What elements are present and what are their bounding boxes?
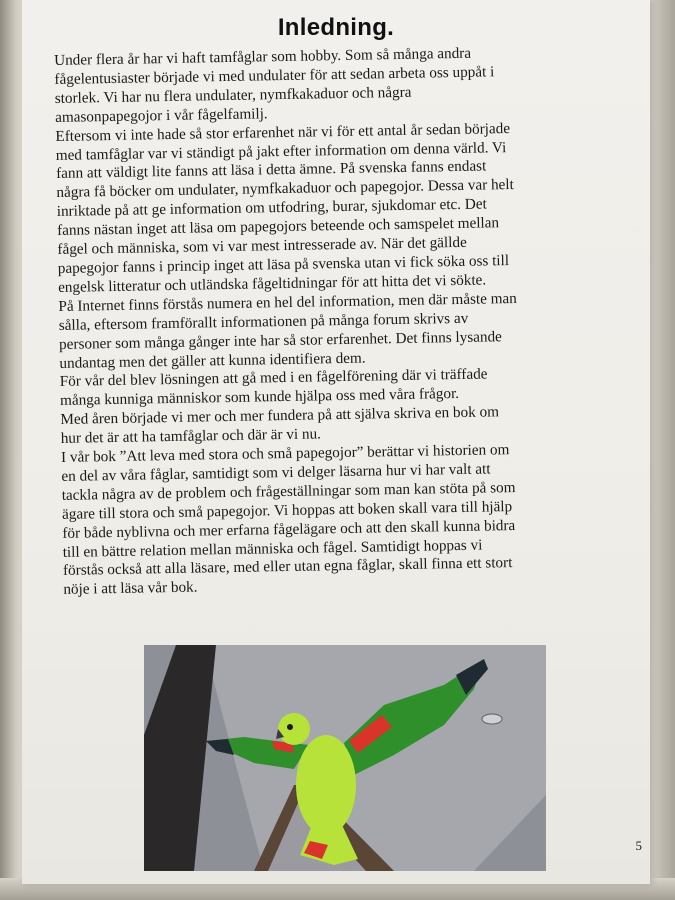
text-line: I vår bok ”Att leva med stora och små papegojor” berättar vi historien om — [60, 441, 510, 466]
text-line: fågel och människa, som vi var mest intresserade av. När det gällde — [57, 233, 467, 259]
text-line: för både nyblivna och mer erfarna fågelägare och att den skall kunna bidra — [62, 516, 516, 542]
text-line: nöje i att läsa vår bok. — [63, 578, 198, 599]
text-line: engelsk litteratur och utländska fågeltidningar för att hitta det vi sökte. — [57, 271, 487, 296]
text-line: med tamfåglar var vi ständigt på jakt efter information om denna värld. Vi — [55, 138, 507, 164]
text-line: För vår del blev lösningen att gå med i en fågelförening där vi träffade — [59, 365, 488, 391]
text-line: fågelentusiaster började vi med undulater för att sedan arbeta oss uppåt i — [54, 63, 495, 88]
text-line: storlek. Vi har nu flera undulater, nymfkakaduor och några — [54, 83, 412, 107]
parrot-body — [296, 735, 356, 835]
text-line: Eftersom vi inte hade så stor erfarenhet när vi för ett antal år sedan började — [55, 119, 511, 145]
text-line: Under flera år har vi haft tamfåglar som hobby. Som så många andra — [54, 44, 472, 69]
parrot-photo — [144, 645, 546, 871]
text-line: På Internet finns förstås numera en hel del information, men där måste man — [58, 289, 517, 315]
text-line: många kunniga människor som kunde hjälpa oss med våra frågor. — [59, 385, 460, 410]
text-line: förstås också att alla läsare, med eller utan egna fåglar, skall finna ett stort — [62, 554, 513, 580]
parrot-illustration — [144, 645, 546, 871]
text-line: personer som många gånger inte har så stor erfarenhet. Det finns lysande — [58, 327, 502, 353]
parrot-head — [278, 713, 310, 745]
text-line: hur det är att ha tamfåglar och där är vi nu. — [60, 425, 322, 448]
text-line: papegojor fanns i princip inget att läsa på svenska utan vi fick söka oss till — [57, 252, 510, 277]
text-line: ägare till stora och små papegojor. Vi hoppas att boken skall vara till hjälp — [61, 497, 513, 523]
text-line: en del av våra fåglar, samtidigt som vi delger läsarna hur vi har valt att — [61, 460, 491, 485]
text-line: fanns nästan inget att läsa om papegojors beteende och samspelet mellan — [56, 214, 500, 240]
text-line: sålla, eftersom framförallt informationen på många forum skrivs av — [58, 309, 469, 334]
text-line: några få böcker om undulater, nymfkakaduor och papegojor. Dessa var helt — [56, 176, 514, 202]
text-line: undantag men det gäller att kunna identifiera dem. — [59, 349, 366, 372]
text-line: amasonpapegojor i vår fågelfamilj. — [54, 105, 268, 126]
text-line: tackla några av de problem och frågeställningar som man kan stöta på som — [61, 478, 516, 504]
parrot-eye-icon — [287, 724, 293, 730]
book-page — [22, 0, 650, 884]
body-text — [54, 42, 643, 600]
page-title: Inledning. — [277, 14, 395, 41]
ceiling-light-icon — [482, 714, 502, 724]
page-number: 5 — [635, 838, 642, 853]
text-line: inriktade på att ge information om utfodring, burar, sjukdomar etc. Det — [56, 195, 487, 221]
text-line: till en bättre relation mellan människa och fågel. Samtidigt hoppas vi — [62, 536, 483, 561]
text-line: fann att väldigt lite fanns att läsa i detta ämne. På svenska fanns endast — [55, 157, 487, 183]
text-line: Med åren började vi mer och mer fundera på att själva skriva en bok om — [60, 403, 500, 429]
